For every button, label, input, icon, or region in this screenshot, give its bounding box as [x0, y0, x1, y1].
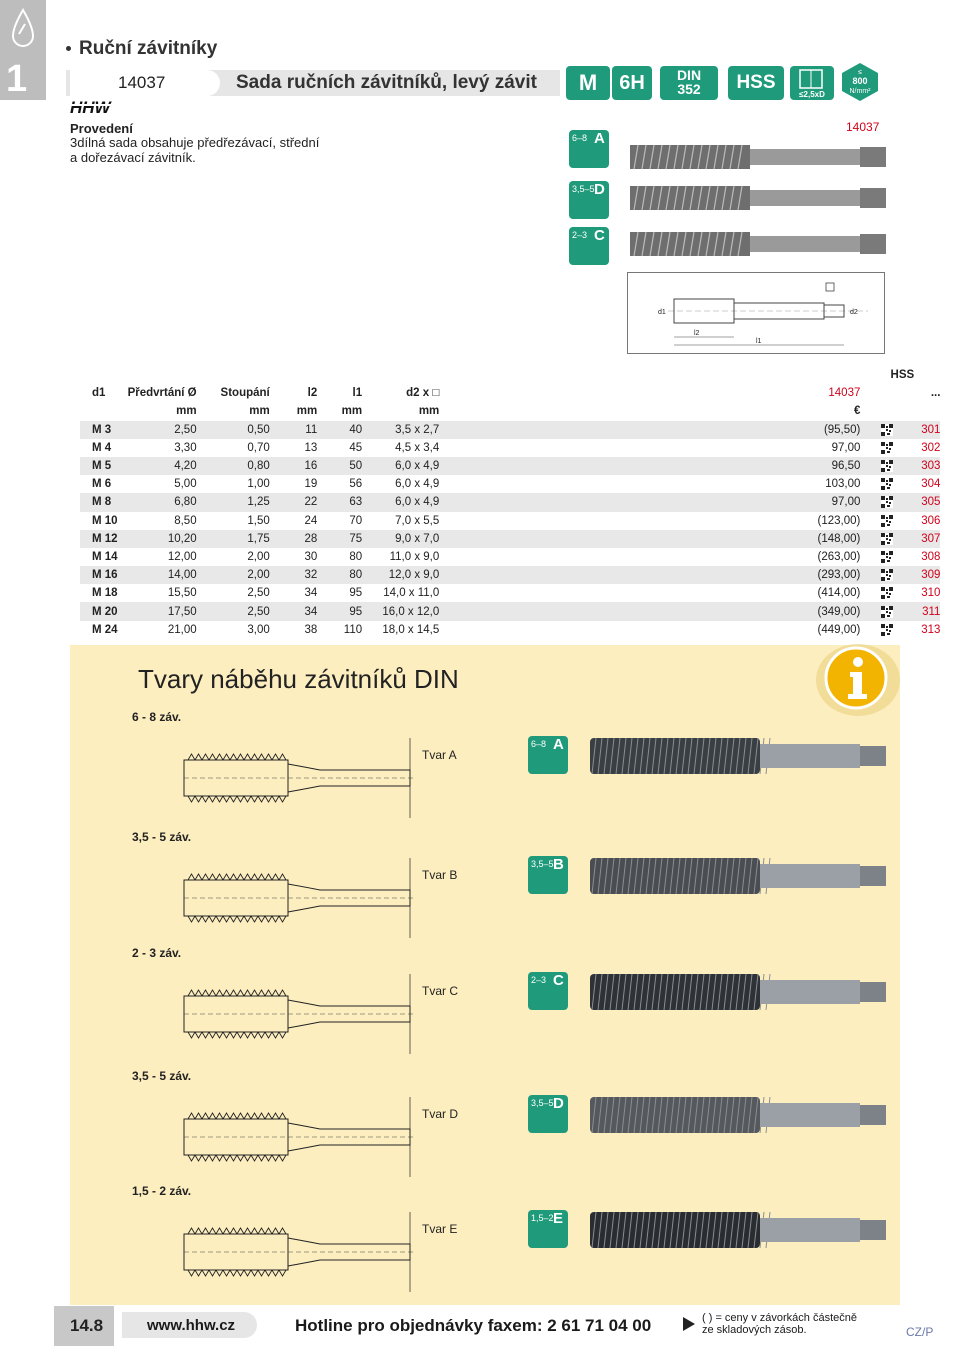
cell-price: 96,50 — [642, 457, 860, 475]
cell-stoupani: 2,00 — [247, 550, 270, 563]
cell-order-code: 313 — [921, 623, 941, 636]
col-article: 14037 — [828, 387, 861, 400]
cell-d2: 18,0 x 14,5 — [382, 623, 440, 636]
cell-qr — [860, 439, 914, 457]
cell-d2: 7,0 x 5,5 — [395, 514, 440, 527]
col-more: ... — [930, 387, 941, 400]
cell-l2: 32 — [270, 566, 317, 584]
cell-l2: 22 — [270, 493, 317, 511]
cell-d2: 16,0 x 12,0 — [362, 602, 439, 620]
cell-price: (414,00) — [817, 587, 861, 600]
drop-icon — [10, 8, 36, 48]
cell-order-code: 301 — [914, 421, 940, 439]
badge-strength — [840, 62, 880, 102]
material-label: HSS — [890, 369, 915, 382]
svg-text:HHW: HHW — [70, 98, 111, 116]
cell-order-code: 305 — [914, 493, 940, 511]
info-icon — [812, 640, 902, 720]
table-row — [80, 493, 960, 511]
cell-d2: 6,0 x 4,9 — [362, 493, 439, 511]
cell-order-code: 303 — [914, 457, 940, 475]
cell-qr — [860, 584, 914, 602]
cell-order-code: 307 — [914, 530, 940, 548]
cell-price: (349,00) — [642, 602, 860, 620]
form-shape-icon: 2–3 C — [528, 972, 568, 1010]
cell-price: 97,00 — [831, 441, 861, 454]
cell-d1: M 24 — [92, 623, 118, 636]
info-title: Tvary náběhu závitníků DIN — [138, 664, 459, 694]
form-drawing — [180, 1097, 420, 1177]
cell-l2: 19 — [304, 478, 318, 491]
cell-l1: 95 — [349, 587, 363, 600]
tap-image-d — [630, 184, 886, 212]
table-row — [80, 584, 960, 602]
form-thread-count: 2 - 3 záv. — [132, 946, 182, 960]
cell-predvrtani: 12,00 — [167, 550, 197, 563]
tap-photo — [590, 972, 886, 1012]
table-row — [80, 421, 960, 439]
cell-order-code: 309 — [914, 566, 940, 584]
price-note: ( ) = ceny v závorkách částečně ze skladových zásob. — [702, 1312, 857, 1336]
qr-code-icon — [881, 624, 893, 636]
cell-l1: 56 — [349, 478, 363, 491]
product-table — [80, 366, 960, 639]
cell-l1: 50 — [317, 457, 362, 475]
cell-qr — [860, 566, 914, 584]
tap-drawing — [628, 273, 884, 353]
table-row — [80, 602, 960, 620]
cell-stoupani: 1,25 — [197, 493, 270, 511]
col-predvrtani: Předvrtání Ø — [127, 387, 197, 400]
form-tvar-label: Tvar C — [422, 984, 458, 998]
cell-d1: M 20 — [80, 602, 127, 620]
cell-predvrtani: 2,50 — [127, 421, 197, 439]
cell-stoupani: 1,50 — [247, 514, 270, 527]
form-drawing — [180, 974, 420, 1054]
cell-order-code: 304 — [921, 478, 941, 491]
svg-text:l1: l1 — [756, 338, 762, 345]
cell-predvrtani: 17,50 — [127, 602, 197, 620]
svg-text:l2: l2 — [694, 330, 700, 337]
provedeni-title: Provedení — [70, 121, 133, 136]
cell-l1: 95 — [317, 602, 362, 620]
cell-order-code: 310 — [921, 587, 941, 600]
cell-d1: M 10 — [92, 514, 118, 527]
tap-photo — [590, 856, 886, 896]
cell-d2: 4,5 x 3,4 — [395, 441, 440, 454]
cell-qr — [860, 421, 914, 439]
cell-price: (293,00) — [642, 566, 860, 584]
chapter-tab — [0, 0, 46, 100]
svg-text:d2: d2 — [850, 309, 858, 316]
chapter-number: 1 — [6, 58, 28, 100]
cell-predvrtani: 14,00 — [127, 566, 197, 584]
cell-order-code: 306 — [921, 514, 941, 527]
cell-qr — [860, 602, 914, 620]
table-row — [80, 530, 960, 548]
cell-d1: M 5 — [80, 457, 127, 475]
cell-l1: 110 — [343, 623, 363, 636]
col-l1: l1 — [352, 387, 363, 400]
table-row — [80, 566, 960, 584]
cell-qr — [860, 475, 914, 493]
cell-stoupani: 3,00 — [247, 623, 270, 636]
depth-icon — [790, 66, 834, 100]
qr-code-icon — [881, 606, 893, 618]
cell-predvrtani: 4,20 — [127, 457, 197, 475]
technical-drawing — [627, 272, 885, 354]
cell-predvrtani: 10,20 — [127, 530, 197, 548]
hotline-text: Hotline pro objednávky faxem: 2 61 71 04 00 — [295, 1316, 652, 1335]
cell-d1: M 8 — [80, 493, 127, 511]
cell-l1: 75 — [317, 530, 362, 548]
shape-icon-a: 6–8 A — [569, 130, 609, 168]
shape-icon-c: 2–3 C — [569, 227, 609, 265]
cell-l2: 24 — [304, 514, 318, 527]
cell-l1: 70 — [349, 514, 363, 527]
cell-price: (95,50) — [642, 421, 860, 439]
qr-code-icon — [881, 515, 893, 527]
form-drawing — [180, 858, 420, 938]
cell-l2: 16 — [270, 457, 317, 475]
cell-d2: 3,5 x 2,7 — [362, 421, 439, 439]
cell-stoupani: 0,80 — [197, 457, 270, 475]
cell-d2: 12,0 x 9,0 — [362, 566, 439, 584]
tap-photo — [590, 736, 886, 776]
cell-l2: 13 — [304, 441, 318, 454]
category-title: Ruční závitníky — [66, 38, 217, 60]
cell-d1: M 16 — [80, 566, 127, 584]
form-shape-icon: 3,5–5 D — [528, 1095, 568, 1133]
form-tvar-label: Tvar E — [422, 1222, 458, 1236]
col-l2: l2 — [307, 387, 318, 400]
qr-code-icon — [881, 587, 893, 599]
table-row — [80, 512, 960, 530]
qr-code-icon — [881, 460, 893, 472]
tap-photo — [590, 1095, 886, 1135]
page-number: 14.8 — [70, 1316, 104, 1335]
badge-metric: M — [566, 66, 610, 100]
table-row — [80, 457, 960, 475]
website-link[interactable]: www.hhw.cz — [147, 1317, 236, 1334]
cell-l2: 34 — [270, 602, 317, 620]
table-material-row — [80, 366, 960, 384]
cell-price: (148,00) — [642, 530, 860, 548]
cell-qr — [860, 512, 914, 530]
cell-stoupani: 0,70 — [247, 441, 270, 454]
cell-d2: 9,0 x 7,0 — [362, 530, 439, 548]
cell-d2: 11,0 x 9,0 — [389, 550, 440, 563]
cell-qr — [860, 457, 914, 475]
brand-logo — [70, 98, 126, 116]
table-units-row: mm mm mm mm mm € — [80, 402, 960, 420]
cell-l2: 28 — [270, 530, 317, 548]
form-tvar-label: Tvar B — [422, 868, 458, 882]
cell-order-code: 302 — [921, 441, 941, 454]
cell-d1: M 18 — [92, 587, 118, 600]
tap-photo — [590, 1210, 886, 1250]
cell-l1: 45 — [349, 441, 363, 454]
cell-predvrtani: 21,00 — [167, 623, 197, 636]
cell-qr — [860, 548, 914, 566]
tap-image-c — [630, 230, 886, 258]
col-d2: d2 x □ — [406, 387, 440, 400]
article-code-right: 14037 — [846, 120, 880, 134]
cell-d1: M 14 — [92, 550, 118, 563]
cell-qr — [860, 493, 914, 511]
provedeni-text: 3dílná sada obsahuje předřezávací, střední a dořezávací závitník. — [70, 135, 320, 165]
arrow-right-icon — [683, 1317, 695, 1331]
table-header-row — [80, 384, 960, 402]
qr-code-icon — [881, 424, 893, 436]
table-row — [80, 475, 960, 493]
badge-din: DIN 352 — [660, 66, 718, 100]
cell-predvrtani: 6,80 — [127, 493, 197, 511]
product-title: Sada ručních závitníků, levý závit — [236, 72, 537, 93]
svg-text:N/mm²: N/mm² — [849, 88, 871, 95]
qr-code-icon — [881, 478, 893, 490]
cell-d2: 6,0 x 4,9 — [395, 478, 440, 491]
cell-qr — [860, 621, 914, 639]
badge-tolerance: 6H — [612, 66, 652, 100]
cell-d1: M 3 — [80, 421, 127, 439]
cell-price: (263,00) — [817, 550, 861, 563]
qr-code-icon — [881, 569, 893, 581]
cell-stoupani: 1,00 — [247, 478, 270, 491]
cell-predvrtani: 5,00 — [174, 478, 197, 491]
svg-text:≤: ≤ — [858, 69, 862, 76]
shape-icon-d: 3,5–5 D — [569, 181, 609, 219]
col-d1: d1 — [92, 387, 106, 400]
table-row — [80, 439, 960, 457]
form-drawing — [180, 738, 420, 818]
col-stoupani: Stoupání — [220, 387, 270, 400]
cell-d2: 6,0 x 4,9 — [362, 457, 439, 475]
form-thread-count: 3,5 - 5 záv. — [132, 1069, 192, 1083]
cell-d1: M 12 — [80, 530, 127, 548]
form-thread-count: 6 - 8 záv. — [132, 710, 182, 724]
svg-text:≤2,5xD: ≤2,5xD — [799, 90, 825, 99]
cell-l2: 34 — [304, 587, 318, 600]
qr-code-icon — [881, 442, 893, 454]
badge-hss: HSS — [728, 66, 784, 100]
cell-price: (449,00) — [817, 623, 861, 636]
form-shape-icon: 3,5–5 B — [528, 856, 568, 894]
cell-predvrtani: 15,50 — [167, 587, 197, 600]
cell-d2: 14,0 x 11,0 — [383, 587, 440, 600]
badge-depth — [790, 66, 834, 100]
hexagon-strength-icon — [840, 62, 880, 102]
language-code: CZ/P — [906, 1325, 934, 1339]
cell-stoupani: 2,50 — [247, 587, 270, 600]
cell-l2: 30 — [304, 550, 318, 563]
table-row — [80, 548, 960, 566]
form-shape-icon: 6–8 A — [528, 736, 568, 774]
cell-l1: 80 — [349, 550, 363, 563]
qr-code-icon — [881, 551, 893, 563]
tap-image-a — [630, 143, 886, 171]
form-shape-icon: 1,5–2 E — [528, 1210, 568, 1248]
form-drawing — [180, 1212, 420, 1292]
cell-price: 97,00 — [642, 493, 860, 511]
cell-qr — [860, 530, 914, 548]
cell-l1: 63 — [317, 493, 362, 511]
form-thread-count: 3,5 - 5 záv. — [132, 830, 192, 844]
cell-predvrtani: 3,30 — [174, 441, 197, 454]
cell-l2: 11 — [270, 421, 317, 439]
cell-stoupani: 1,75 — [197, 530, 270, 548]
cell-price: (123,00) — [817, 514, 861, 527]
cell-d1: M 6 — [92, 478, 112, 491]
svg-text:800: 800 — [852, 76, 868, 86]
cell-l2: 38 — [304, 623, 318, 636]
cell-l1: 80 — [317, 566, 362, 584]
cell-order-code: 311 — [914, 602, 940, 620]
cell-stoupani: 2,50 — [197, 602, 270, 620]
currency-label: € — [853, 405, 861, 418]
form-thread-count: 1,5 - 2 záv. — [132, 1184, 192, 1198]
table-row — [80, 621, 960, 639]
qr-code-icon — [881, 496, 893, 508]
qr-code-icon — [881, 533, 893, 545]
cell-stoupani: 0,50 — [197, 421, 270, 439]
svg-text:d1: d1 — [658, 309, 666, 316]
cell-predvrtani: 8,50 — [174, 514, 197, 527]
cell-d1: M 4 — [92, 441, 112, 454]
cell-price: 103,00 — [825, 478, 861, 491]
cell-stoupani: 2,00 — [197, 566, 270, 584]
article-number: 14037 — [118, 73, 166, 92]
cell-order-code: 308 — [921, 550, 941, 563]
form-tvar-label: Tvar A — [422, 748, 457, 762]
cell-l1: 40 — [317, 421, 362, 439]
square-icon: □ — [432, 387, 440, 400]
form-tvar-label: Tvar D — [422, 1107, 458, 1121]
